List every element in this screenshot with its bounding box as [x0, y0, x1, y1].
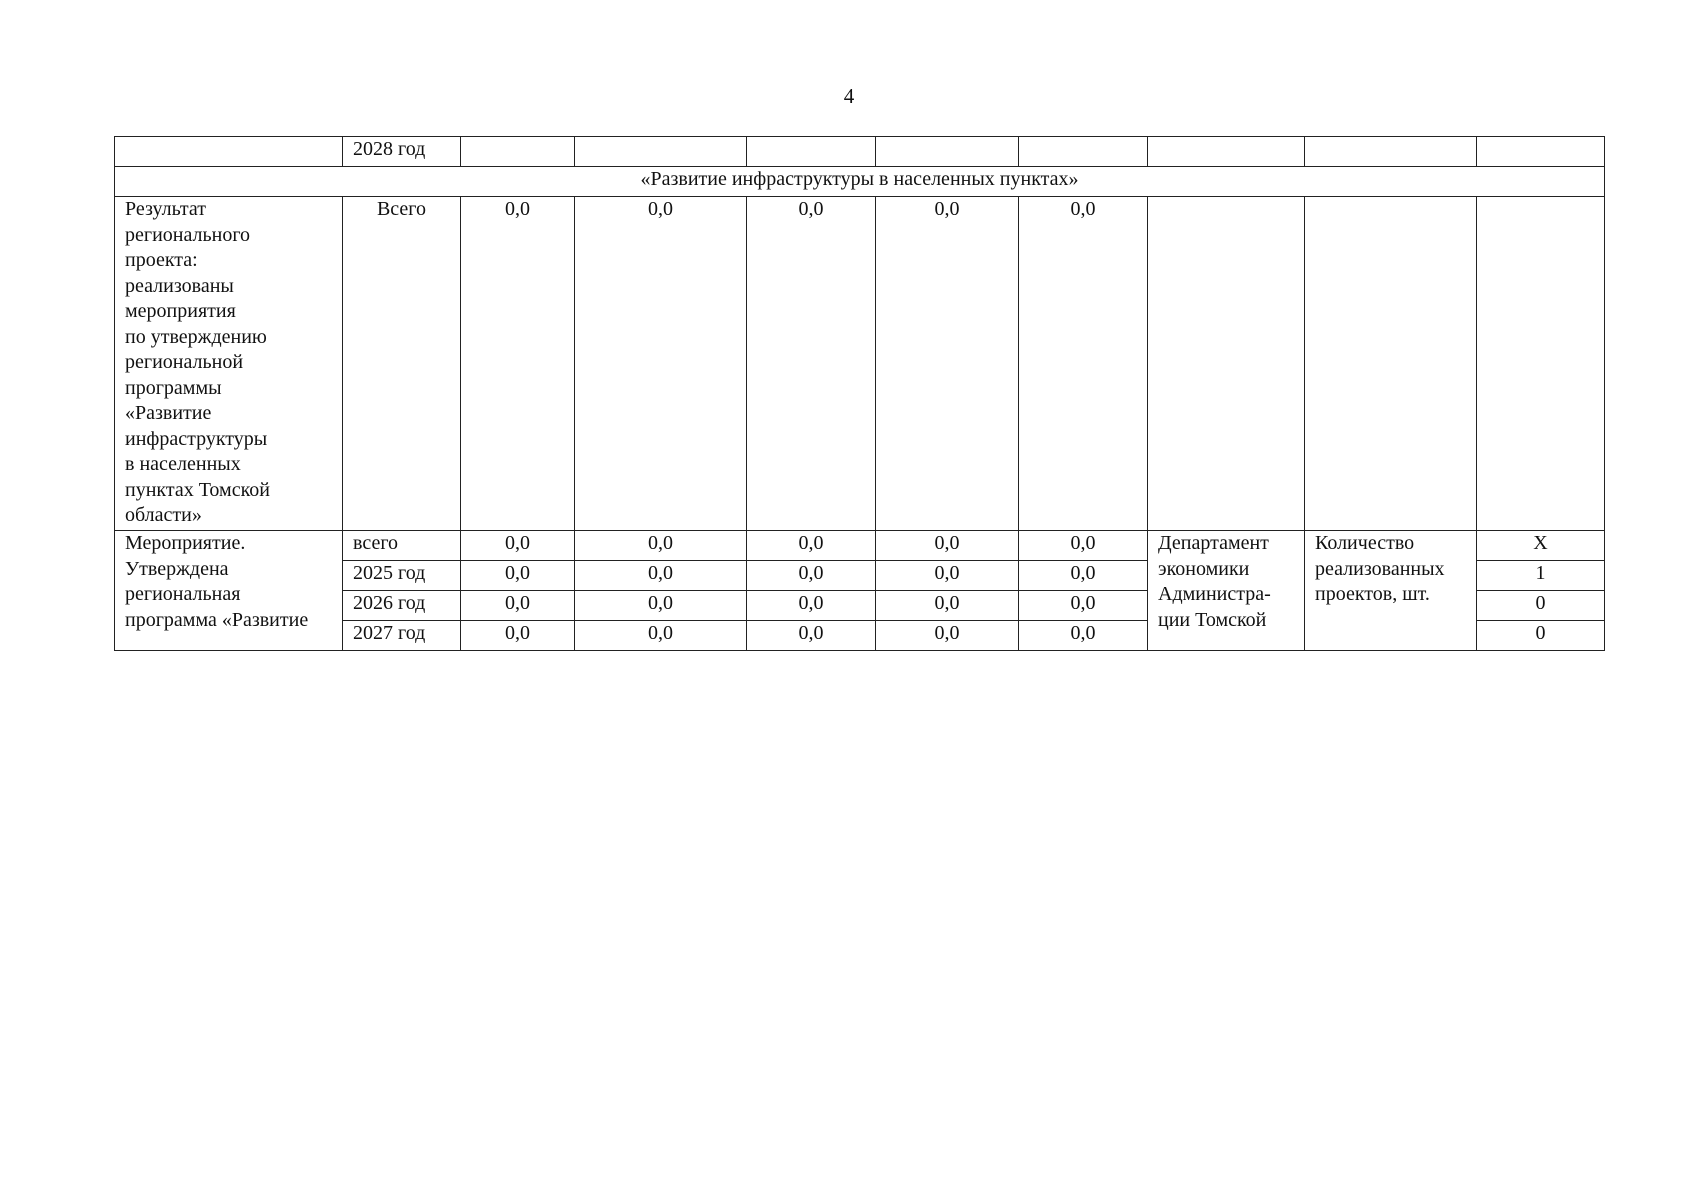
value-cell: 0,0	[575, 531, 747, 561]
value-cell: 0,0	[461, 591, 575, 621]
activity-row	[115, 531, 1605, 561]
value-cell: 0,0	[747, 197, 876, 531]
executor-cell: Департамент экономики Администра- ции Томской	[1148, 531, 1305, 651]
value-cell: 0,0	[876, 561, 1019, 591]
target-cell: X	[1477, 531, 1605, 561]
value-cell: 0,0	[876, 197, 1019, 531]
target-cell: 1	[1477, 561, 1605, 591]
cell-empty	[1019, 137, 1148, 167]
cell-empty	[1148, 197, 1305, 531]
activity-name: Мероприятие. Утверждена региональная программа «Развитие	[115, 531, 343, 651]
table-row-2028	[115, 137, 1605, 167]
period-cell: Всего	[343, 197, 461, 531]
cell-empty	[747, 137, 876, 167]
period-cell: всего	[343, 531, 461, 561]
value-cell: 0,0	[1019, 621, 1148, 651]
value-cell: 0,0	[575, 621, 747, 651]
period-cell: 2027 год	[343, 621, 461, 651]
cell-empty	[1148, 137, 1305, 167]
cell-empty	[575, 137, 747, 167]
value-cell: 0,0	[1019, 561, 1148, 591]
value-cell: 0,0	[461, 531, 575, 561]
value-cell: 0,0	[575, 591, 747, 621]
cell-empty	[1305, 137, 1477, 167]
value-cell: 0,0	[575, 197, 747, 531]
value-cell: 0,0	[876, 621, 1019, 651]
value-cell: 0,0	[1019, 197, 1148, 531]
page-number: 4	[843, 84, 855, 108]
target-cell: 0	[1477, 621, 1605, 651]
value-cell: 0,0	[747, 621, 876, 651]
period-cell: 2028 год	[343, 137, 461, 167]
value-cell: 0,0	[575, 561, 747, 591]
value-cell: 0,0	[1019, 531, 1148, 561]
value-cell: 0,0	[747, 591, 876, 621]
cell-empty	[461, 137, 575, 167]
period-cell: 2026 год	[343, 591, 461, 621]
cell-empty	[876, 137, 1019, 167]
result-row	[115, 197, 1605, 531]
value-cell: 0,0	[876, 531, 1019, 561]
cell-empty	[1477, 137, 1605, 167]
value-cell: 0,0	[747, 531, 876, 561]
value-cell: 0,0	[461, 621, 575, 651]
value-cell: 0,0	[876, 591, 1019, 621]
value-cell: 0,0	[747, 561, 876, 591]
section-title: «Развитие инфраструктуры в населенных пунктах»	[115, 167, 1605, 197]
value-cell: 0,0	[461, 561, 575, 591]
value-cell: 0,0	[461, 197, 575, 531]
value-cell: 0,0	[1019, 591, 1148, 621]
indicator-cell: Количество реализованных проектов, шт.	[1305, 531, 1477, 651]
result-name: Результат регионального проекта: реализованы мероприятия по утверждению региональной программы «Развитие инфраструктуры в населенных пунктах Томской области»	[115, 197, 343, 531]
cell-empty	[1305, 197, 1477, 531]
cell-empty	[1477, 197, 1605, 531]
cell-empty	[115, 137, 343, 167]
section-header-row	[115, 167, 1605, 197]
program-table	[114, 136, 1605, 651]
period-cell: 2025 год	[343, 561, 461, 591]
target-cell: 0	[1477, 591, 1605, 621]
